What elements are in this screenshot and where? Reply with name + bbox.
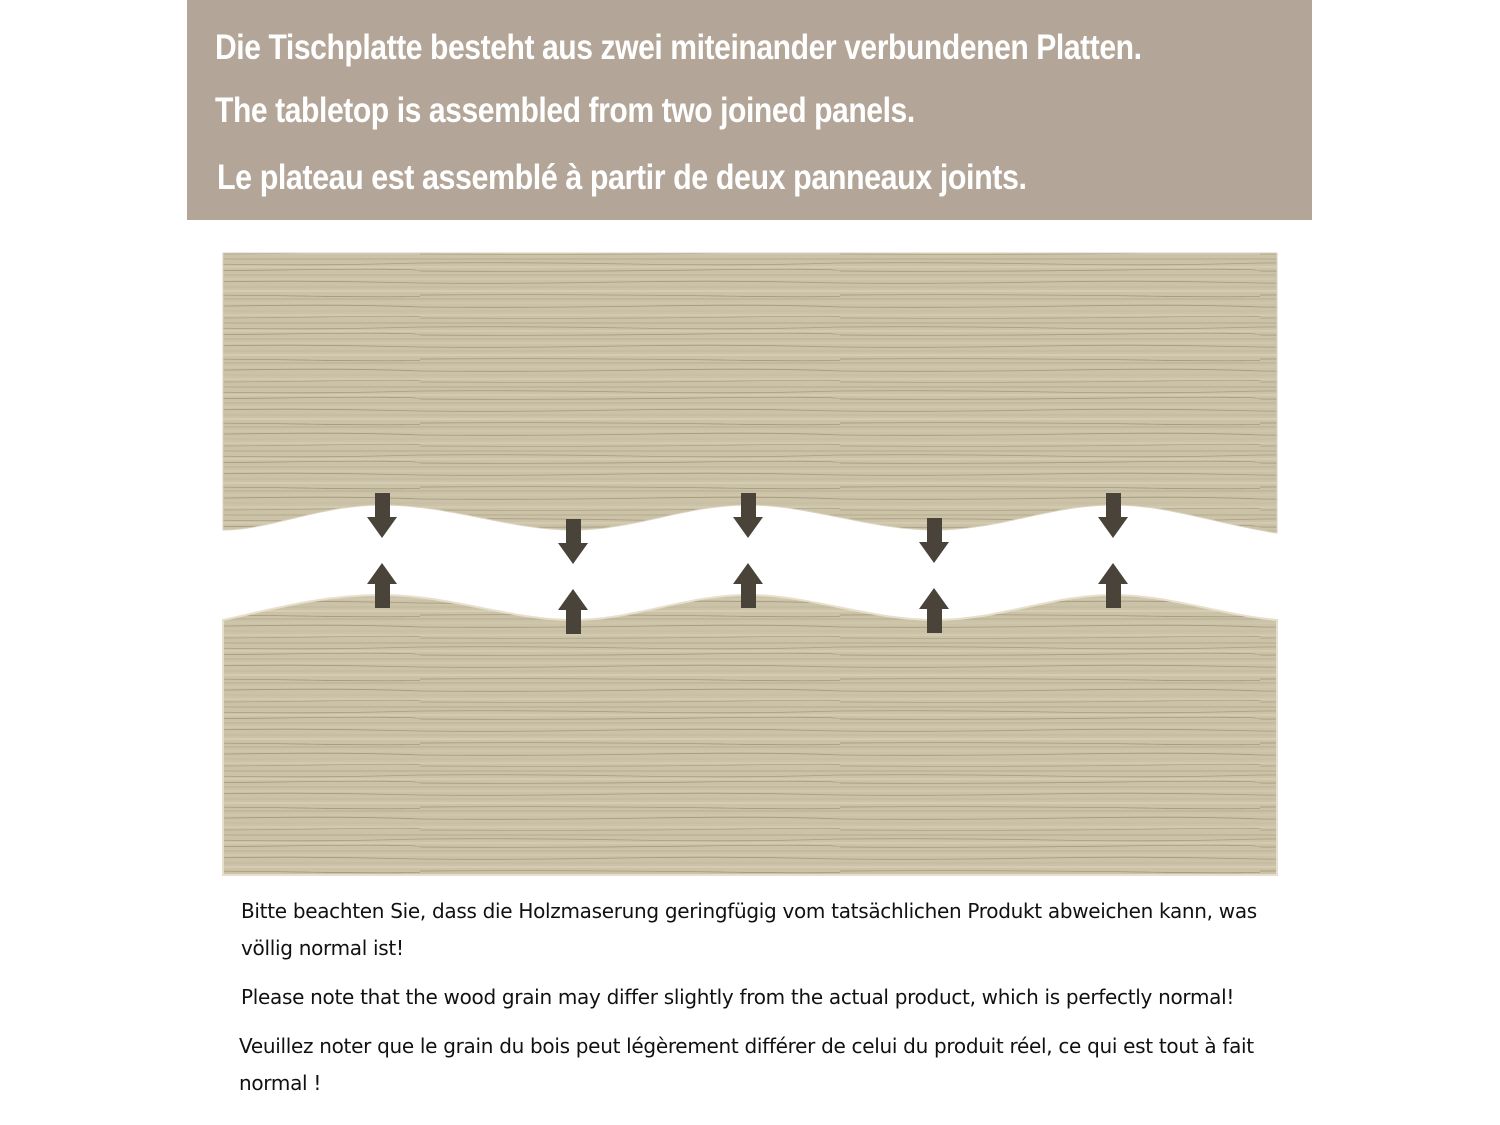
note-text-en: Please note that the wood grain may differ slightly from the actual product, which is perfectly normal! [241,985,1235,1009]
bottom-panel [223,595,1277,875]
top-panel [223,253,1277,533]
note-text-de: Bitte beachten Sie, dass die Holzmaserung geringfügig vom tatsächlichen Produkt abweichen kann, was völlig normal ist! [241,899,1257,960]
notes-section [241,893,1301,1102]
header-text-de: Die Tischplatte besteht aus zwei miteinander verbundenen Platten. [215,28,1142,67]
note-text-fr: Veuillez noter que le grain du bois peut légèrement différer de celui du produit réel, ce qui est tout à fait normal ! [239,1034,1254,1095]
header-text-fr: Le plateau est assemblé à partir de deux panneaux joints. [217,158,1027,197]
header-text-en: The tabletop is assembled from two joined panels. [215,91,915,130]
